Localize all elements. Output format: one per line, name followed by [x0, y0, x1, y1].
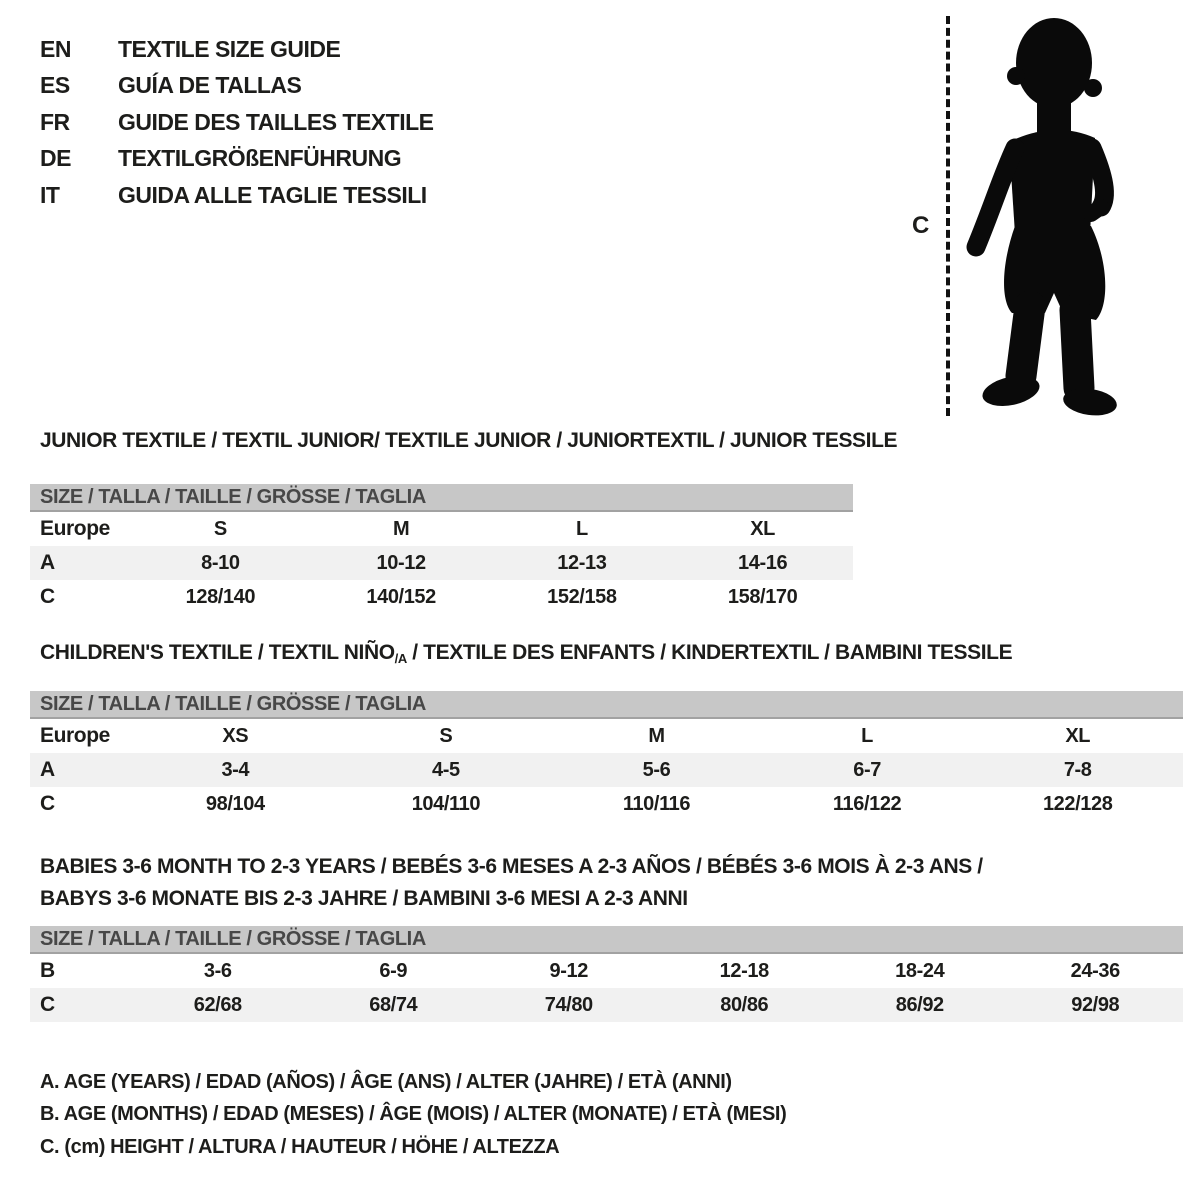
value-cell: 104/110 [411, 792, 481, 815]
value-cell: 74/80 [544, 993, 593, 1016]
value-cell: 122/128 [1042, 792, 1113, 815]
value-cell: 158/170 [727, 585, 798, 608]
language-title: GUÍA DE TALLAS [118, 72, 302, 99]
language-line-it [40, 177, 434, 214]
language-line-de [40, 141, 434, 178]
value-cell: 12-18 [719, 959, 769, 982]
value-cell: 110/116 [622, 792, 691, 815]
value-cell: 14-16 [738, 551, 788, 574]
row-label-cell: C [40, 792, 55, 815]
value-cell: 152/158 [547, 585, 617, 608]
language-code: DE [40, 145, 71, 172]
table-row-age [30, 546, 853, 580]
language-title: TEXTILE SIZE GUIDE [118, 35, 341, 62]
babies-size-table [30, 926, 1183, 1022]
table-row-months [30, 954, 1183, 988]
value-cell: 92/98 [1071, 993, 1120, 1016]
table-row-height [30, 787, 1183, 821]
row-label-cell: B [40, 959, 55, 982]
size-header-bar: SIZE / TALLA / TAILLE / GRÖSSE / TAGLIA [30, 484, 853, 512]
children-title-part1: CHILDREN'S TEXTILE / TEXTIL NIÑO [40, 641, 395, 664]
row-label-cell: A [40, 758, 55, 781]
value-cell: 140/152 [366, 585, 436, 608]
junior-size-table [30, 484, 853, 614]
babies-title-line2: BABYS 3-6 MONATE BIS 2-3 JAHRE / BAMBINI 3-6 MESI A 2-3 ANNI [40, 887, 688, 910]
table-row-europe [30, 512, 853, 546]
babies-title-line1: BABIES 3-6 MONTH TO 2-3 YEARS / BEBÉS 3-6 MESES A 2-3 AÑOS / BÉBÉS 3-6 MOIS À 2-3 ANS / [40, 855, 983, 878]
row-label-cell: Europe [40, 724, 110, 747]
row-label-cell: A [40, 551, 55, 574]
row-label-cell: C [40, 585, 55, 608]
height-measure-dashed-line [946, 16, 950, 416]
toddler-silhouette-icon [963, 14, 1138, 416]
value-cell: L [575, 517, 588, 540]
value-cell: XS [222, 724, 249, 747]
children-size-table [30, 691, 1183, 821]
value-cell: 6-7 [853, 758, 881, 781]
language-code: EN [40, 35, 71, 62]
language-line-fr [40, 104, 434, 141]
value-cell: 7-8 [1063, 758, 1092, 781]
value-cell: 80/86 [720, 993, 769, 1016]
value-cell: 10-12 [376, 551, 426, 574]
value-cell: M [392, 517, 410, 540]
value-cell: 12-13 [557, 551, 607, 574]
section-title-babies [40, 851, 983, 915]
note-line-b: B. AGE (MONTHS) / EDAD (MESES) / ÂGE (MOIS) / ALTER (MONATE) / ETÀ (MESI) [40, 1103, 787, 1126]
language-code: IT [40, 181, 60, 208]
table-row-height [30, 988, 1183, 1022]
language-title: TEXTILGRÖßENFÜHRUNG [118, 145, 402, 172]
children-title-sub: /A [394, 651, 407, 666]
size-header-bar: SIZE / TALLA / TAILLE / GRÖSSE / TAGLIA [30, 691, 1183, 719]
value-cell: M [648, 724, 665, 747]
value-cell: XL [750, 517, 775, 540]
children-title-part2: / TEXTILE DES ENFANTS / KINDERTEXTIL / BAMBINI TESSILE [406, 641, 1013, 664]
language-line-es [40, 68, 434, 105]
value-cell: S [213, 517, 227, 540]
table-row-europe [30, 719, 1183, 753]
value-cell: 18-24 [895, 959, 945, 982]
value-cell: 116/122 [832, 792, 902, 815]
value-cell: 98/104 [205, 792, 265, 815]
section-title-junior: JUNIOR TEXTILE / TEXTIL JUNIOR/ TEXTILE JUNIOR / JUNIORTEXTIL / JUNIOR TESSILE [40, 429, 898, 452]
language-line-en [40, 31, 434, 68]
language-title: GUIDE DES TAILLES TEXTILE [118, 108, 434, 135]
note-line-c: C. (cm) HEIGHT / ALTURA / HAUTEUR / HÖHE / ALTEZZA [40, 1135, 560, 1158]
value-cell: XL [1065, 724, 1091, 747]
value-cell: 24-36 [1070, 959, 1120, 982]
footnotes [40, 1066, 786, 1164]
value-cell: 3-4 [221, 758, 250, 781]
value-cell: 9-12 [549, 959, 588, 982]
value-cell: L [861, 724, 873, 747]
language-code: ES [40, 72, 70, 99]
value-cell: 128/140 [185, 585, 256, 608]
size-header-bar: SIZE / TALLA / TAILLE / GRÖSSE / TAGLIA [30, 926, 1183, 954]
table-row-age [30, 753, 1183, 787]
value-cell: S [439, 724, 453, 747]
row-label-cell: C [40, 993, 55, 1016]
table-row-height [30, 580, 853, 614]
value-cell: 8-10 [201, 551, 240, 574]
language-header [40, 31, 434, 214]
value-cell: 5-6 [642, 758, 671, 781]
value-cell: 6-9 [379, 959, 408, 982]
note-line-a: A. AGE (YEARS) / EDAD (AÑOS) / ÂGE (ANS) / ALTER (JAHRE) / ETÀ (ANNI) [40, 1070, 732, 1093]
value-cell: 86/92 [895, 993, 944, 1016]
measure-label-c: C [912, 212, 930, 239]
row-label-cell: Europe [40, 517, 110, 540]
value-cell: 68/74 [369, 993, 418, 1016]
value-cell: 62/68 [193, 993, 242, 1016]
value-cell: 3-6 [203, 959, 232, 982]
language-title: GUIDA ALLE TAGLIE TESSILI [118, 181, 427, 208]
value-cell: 4-5 [432, 758, 460, 781]
section-title-children [40, 641, 1012, 666]
language-code: FR [40, 108, 70, 135]
